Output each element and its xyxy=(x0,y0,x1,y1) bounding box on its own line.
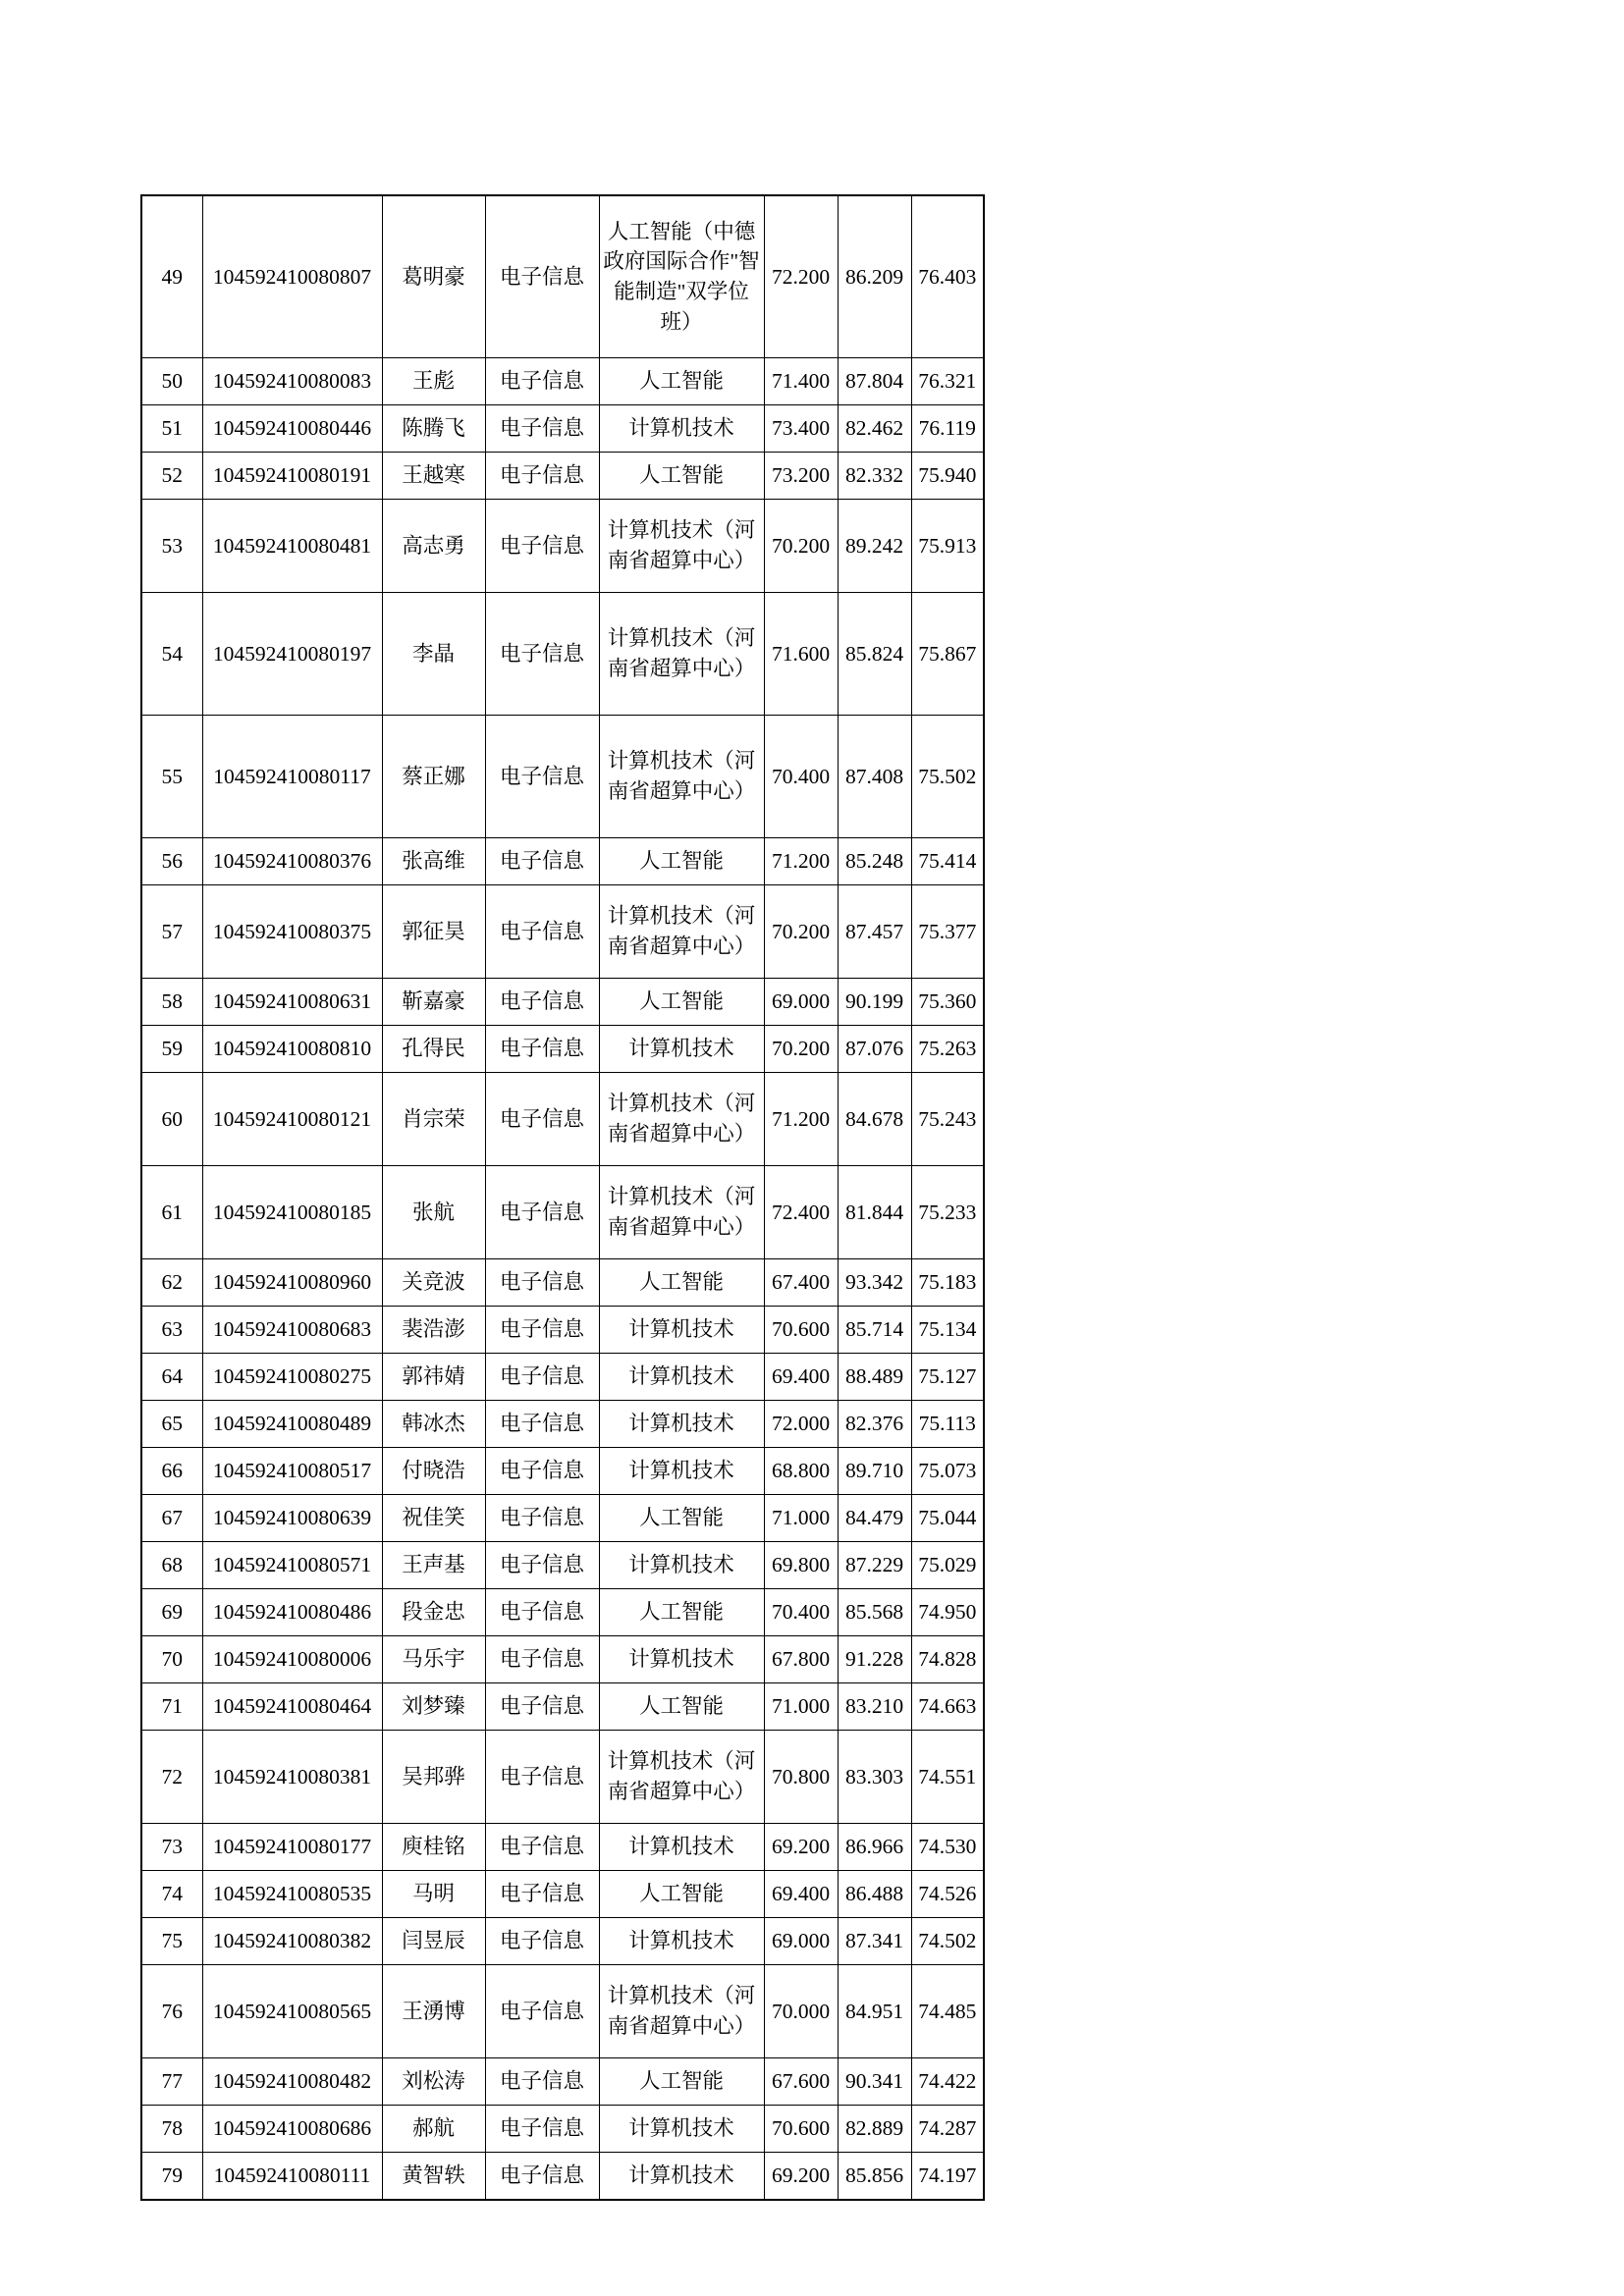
table-row xyxy=(141,1259,984,1307)
cell-candidate-name: 马明 xyxy=(382,1871,485,1918)
table-row xyxy=(141,716,984,838)
cell-candidate-id: 104592410080481 xyxy=(202,500,382,593)
cell-rank: 71 xyxy=(141,1683,202,1731)
cell-score-retest: 82.889 xyxy=(838,2106,911,2153)
cell-candidate-name: 关竞波 xyxy=(382,1259,485,1307)
cell-candidate-id: 104592410080185 xyxy=(202,1166,382,1259)
cell-rank: 52 xyxy=(141,453,202,500)
cell-admitted-program: 人工智能 xyxy=(599,2058,764,2106)
cell-candidate-name: 郝航 xyxy=(382,2106,485,2153)
cell-score-retest: 82.376 xyxy=(838,1401,911,1448)
cell-score-initial: 70.800 xyxy=(764,1731,838,1824)
cell-score-initial: 69.400 xyxy=(764,1354,838,1401)
cell-admitted-program: 计算机技术（河南省超算中心） xyxy=(599,716,764,838)
results-table-container xyxy=(140,194,977,2201)
table-row xyxy=(141,1448,984,1495)
cell-candidate-name: 王越寒 xyxy=(382,453,485,500)
table-row xyxy=(141,1542,984,1589)
cell-score-initial: 70.600 xyxy=(764,2106,838,2153)
cell-candidate-name: 郭征昊 xyxy=(382,885,485,979)
cell-admitted-program: 人工智能 xyxy=(599,453,764,500)
table-row xyxy=(141,1354,984,1401)
cell-candidate-id: 104592410080177 xyxy=(202,1824,382,1871)
cell-admitted-program: 计算机技术（河南省超算中心） xyxy=(599,500,764,593)
cell-score-initial: 70.400 xyxy=(764,716,838,838)
cell-rank: 64 xyxy=(141,1354,202,1401)
cell-rank: 58 xyxy=(141,979,202,1026)
cell-candidate-name: 付晓浩 xyxy=(382,1448,485,1495)
cell-admitted-program: 计算机技术（河南省超算中心） xyxy=(599,1073,764,1166)
cell-score-retest: 83.210 xyxy=(838,1683,911,1731)
cell-score-initial: 71.600 xyxy=(764,593,838,716)
table-row xyxy=(141,358,984,405)
table-row xyxy=(141,195,984,358)
cell-rank: 62 xyxy=(141,1259,202,1307)
cell-admitted-program: 计算机技术 xyxy=(599,1918,764,1965)
cell-candidate-id: 104592410080376 xyxy=(202,838,382,885)
cell-candidate-id: 104592410080535 xyxy=(202,1871,382,1918)
table-row xyxy=(141,2106,984,2153)
admission-results-table xyxy=(140,194,985,2201)
cell-score-total: 76.321 xyxy=(911,358,984,405)
table-row xyxy=(141,1307,984,1354)
cell-score-total: 75.414 xyxy=(911,838,984,885)
cell-applied-field: 电子信息 xyxy=(485,2153,599,2201)
cell-applied-field: 电子信息 xyxy=(485,593,599,716)
cell-applied-field: 电子信息 xyxy=(485,1824,599,1871)
cell-score-retest: 86.209 xyxy=(838,195,911,358)
cell-score-total: 74.422 xyxy=(911,2058,984,2106)
cell-rank: 50 xyxy=(141,358,202,405)
cell-score-total: 75.183 xyxy=(911,1259,984,1307)
cell-admitted-program: 计算机技术 xyxy=(599,1824,764,1871)
cell-score-total: 76.119 xyxy=(911,405,984,453)
cell-score-initial: 69.000 xyxy=(764,979,838,1026)
cell-rank: 57 xyxy=(141,885,202,979)
cell-candidate-name: 王彪 xyxy=(382,358,485,405)
cell-rank: 49 xyxy=(141,195,202,358)
cell-admitted-program: 计算机技术（河南省超算中心） xyxy=(599,1731,764,1824)
cell-admitted-program: 计算机技术 xyxy=(599,1401,764,1448)
cell-score-total: 76.403 xyxy=(911,195,984,358)
cell-score-initial: 72.400 xyxy=(764,1166,838,1259)
cell-score-initial: 70.400 xyxy=(764,1589,838,1636)
cell-applied-field: 电子信息 xyxy=(485,838,599,885)
cell-rank: 56 xyxy=(141,838,202,885)
cell-score-initial: 71.000 xyxy=(764,1495,838,1542)
cell-candidate-name: 孔得民 xyxy=(382,1026,485,1073)
cell-applied-field: 电子信息 xyxy=(485,358,599,405)
cell-candidate-id: 104592410080960 xyxy=(202,1259,382,1307)
cell-score-retest: 87.341 xyxy=(838,1918,911,1965)
cell-admitted-program: 人工智能 xyxy=(599,979,764,1026)
cell-score-initial: 72.000 xyxy=(764,1401,838,1448)
cell-applied-field: 电子信息 xyxy=(485,1589,599,1636)
cell-score-retest: 85.568 xyxy=(838,1589,911,1636)
cell-score-total: 75.377 xyxy=(911,885,984,979)
table-row xyxy=(141,1166,984,1259)
cell-rank: 76 xyxy=(141,1965,202,2058)
cell-score-initial: 70.200 xyxy=(764,885,838,979)
cell-candidate-id: 104592410080482 xyxy=(202,2058,382,2106)
cell-score-total: 74.502 xyxy=(911,1918,984,1965)
cell-applied-field: 电子信息 xyxy=(485,1965,599,2058)
cell-admitted-program: 计算机技术（河南省超算中心） xyxy=(599,1166,764,1259)
cell-rank: 60 xyxy=(141,1073,202,1166)
cell-score-total: 75.029 xyxy=(911,1542,984,1589)
cell-score-retest: 85.714 xyxy=(838,1307,911,1354)
cell-candidate-id: 104592410080446 xyxy=(202,405,382,453)
cell-score-retest: 86.966 xyxy=(838,1824,911,1871)
table-row xyxy=(141,1731,984,1824)
cell-admitted-program: 人工智能 xyxy=(599,1495,764,1542)
cell-applied-field: 电子信息 xyxy=(485,1166,599,1259)
cell-applied-field: 电子信息 xyxy=(485,1918,599,1965)
cell-score-retest: 88.489 xyxy=(838,1354,911,1401)
cell-candidate-name: 蔡正娜 xyxy=(382,716,485,838)
cell-rank: 77 xyxy=(141,2058,202,2106)
cell-candidate-id: 104592410080807 xyxy=(202,195,382,358)
cell-candidate-name: 郭祎婧 xyxy=(382,1354,485,1401)
cell-score-retest: 93.342 xyxy=(838,1259,911,1307)
cell-applied-field: 电子信息 xyxy=(485,453,599,500)
cell-rank: 67 xyxy=(141,1495,202,1542)
cell-score-total: 75.360 xyxy=(911,979,984,1026)
cell-score-retest: 82.462 xyxy=(838,405,911,453)
cell-score-retest: 91.228 xyxy=(838,1636,911,1683)
cell-admitted-program: 计算机技术 xyxy=(599,1448,764,1495)
cell-candidate-id: 104592410080683 xyxy=(202,1307,382,1354)
table-row xyxy=(141,1918,984,1965)
cell-rank: 54 xyxy=(141,593,202,716)
cell-rank: 74 xyxy=(141,1871,202,1918)
cell-score-total: 74.526 xyxy=(911,1871,984,1918)
cell-admitted-program: 计算机技术（河南省超算中心） xyxy=(599,885,764,979)
cell-candidate-name: 裴浩澎 xyxy=(382,1307,485,1354)
cell-score-total: 75.867 xyxy=(911,593,984,716)
cell-candidate-name: 刘松涛 xyxy=(382,2058,485,2106)
cell-score-initial: 69.000 xyxy=(764,1918,838,1965)
cell-candidate-name: 葛明豪 xyxy=(382,195,485,358)
cell-applied-field: 电子信息 xyxy=(485,1636,599,1683)
cell-candidate-name: 靳嘉豪 xyxy=(382,979,485,1026)
cell-candidate-name: 陈腾飞 xyxy=(382,405,485,453)
cell-rank: 69 xyxy=(141,1589,202,1636)
cell-applied-field: 电子信息 xyxy=(485,1026,599,1073)
cell-rank: 79 xyxy=(141,2153,202,2201)
cell-candidate-name: 张高维 xyxy=(382,838,485,885)
cell-candidate-id: 104592410080375 xyxy=(202,885,382,979)
cell-admitted-program: 计算机技术 xyxy=(599,1636,764,1683)
cell-applied-field: 电子信息 xyxy=(485,1401,599,1448)
cell-rank: 66 xyxy=(141,1448,202,1495)
cell-score-initial: 70.200 xyxy=(764,500,838,593)
cell-candidate-name: 李晶 xyxy=(382,593,485,716)
cell-score-total: 74.663 xyxy=(911,1683,984,1731)
table-row xyxy=(141,1495,984,1542)
cell-applied-field: 电子信息 xyxy=(485,1259,599,1307)
cell-applied-field: 电子信息 xyxy=(485,979,599,1026)
table-row xyxy=(141,1683,984,1731)
cell-score-retest: 84.479 xyxy=(838,1495,911,1542)
cell-score-retest: 87.076 xyxy=(838,1026,911,1073)
cell-score-retest: 89.242 xyxy=(838,500,911,593)
cell-candidate-id: 104592410080565 xyxy=(202,1965,382,2058)
cell-candidate-name: 闫昱辰 xyxy=(382,1918,485,1965)
cell-candidate-name: 黄智轶 xyxy=(382,2153,485,2201)
cell-candidate-id: 104592410080117 xyxy=(202,716,382,838)
cell-candidate-id: 104592410080686 xyxy=(202,2106,382,2153)
cell-candidate-id: 104592410080083 xyxy=(202,358,382,405)
cell-score-total: 74.197 xyxy=(911,2153,984,2201)
table-row xyxy=(141,1965,984,2058)
table-row xyxy=(141,1073,984,1166)
cell-candidate-name: 高志勇 xyxy=(382,500,485,593)
cell-applied-field: 电子信息 xyxy=(485,1542,599,1589)
cell-score-total: 74.551 xyxy=(911,1731,984,1824)
cell-candidate-id: 104592410080006 xyxy=(202,1636,382,1683)
table-row xyxy=(141,593,984,716)
cell-admitted-program: 计算机技术（河南省超算中心） xyxy=(599,1965,764,2058)
cell-candidate-id: 104592410080571 xyxy=(202,1542,382,1589)
cell-applied-field: 电子信息 xyxy=(485,716,599,838)
table-row xyxy=(141,1026,984,1073)
cell-admitted-program: 计算机技术 xyxy=(599,1026,764,1073)
cell-applied-field: 电子信息 xyxy=(485,1448,599,1495)
cell-rank: 65 xyxy=(141,1401,202,1448)
cell-admitted-program: 人工智能 xyxy=(599,838,764,885)
cell-candidate-id: 104592410080810 xyxy=(202,1026,382,1073)
cell-applied-field: 电子信息 xyxy=(485,1307,599,1354)
table-row xyxy=(141,2058,984,2106)
cell-admitted-program: 计算机技术 xyxy=(599,2106,764,2153)
cell-score-total: 74.485 xyxy=(911,1965,984,2058)
cell-score-initial: 73.400 xyxy=(764,405,838,453)
cell-applied-field: 电子信息 xyxy=(485,885,599,979)
cell-candidate-name: 刘梦臻 xyxy=(382,1683,485,1731)
cell-candidate-id: 104592410080382 xyxy=(202,1918,382,1965)
cell-score-initial: 71.200 xyxy=(764,838,838,885)
cell-score-initial: 68.800 xyxy=(764,1448,838,1495)
cell-candidate-id: 104592410080639 xyxy=(202,1495,382,1542)
cell-score-total: 75.243 xyxy=(911,1073,984,1166)
cell-score-initial: 70.200 xyxy=(764,1026,838,1073)
cell-score-initial: 70.000 xyxy=(764,1965,838,2058)
cell-applied-field: 电子信息 xyxy=(485,1731,599,1824)
cell-score-retest: 90.341 xyxy=(838,2058,911,2106)
cell-score-retest: 85.856 xyxy=(838,2153,911,2201)
cell-applied-field: 电子信息 xyxy=(485,2058,599,2106)
cell-score-total: 75.134 xyxy=(911,1307,984,1354)
cell-candidate-id: 104592410080631 xyxy=(202,979,382,1026)
cell-applied-field: 电子信息 xyxy=(485,1354,599,1401)
cell-rank: 68 xyxy=(141,1542,202,1589)
cell-score-initial: 69.200 xyxy=(764,1824,838,1871)
cell-candidate-id: 104592410080197 xyxy=(202,593,382,716)
cell-applied-field: 电子信息 xyxy=(485,500,599,593)
cell-score-total: 75.913 xyxy=(911,500,984,593)
cell-score-initial: 71.200 xyxy=(764,1073,838,1166)
cell-score-retest: 85.824 xyxy=(838,593,911,716)
table-body xyxy=(141,195,984,2200)
cell-candidate-id: 104592410080191 xyxy=(202,453,382,500)
cell-score-retest: 87.457 xyxy=(838,885,911,979)
cell-candidate-id: 104592410080464 xyxy=(202,1683,382,1731)
cell-candidate-id: 104592410080486 xyxy=(202,1589,382,1636)
cell-score-initial: 72.200 xyxy=(764,195,838,358)
cell-rank: 59 xyxy=(141,1026,202,1073)
cell-applied-field: 电子信息 xyxy=(485,2106,599,2153)
cell-admitted-program: 计算机技术 xyxy=(599,2153,764,2201)
cell-score-retest: 81.844 xyxy=(838,1166,911,1259)
cell-candidate-name: 吴邦骅 xyxy=(382,1731,485,1824)
cell-candidate-id: 104592410080111 xyxy=(202,2153,382,2201)
table-row xyxy=(141,1636,984,1683)
cell-candidate-name: 王湧博 xyxy=(382,1965,485,2058)
cell-candidate-name: 韩冰杰 xyxy=(382,1401,485,1448)
cell-rank: 78 xyxy=(141,2106,202,2153)
cell-score-total: 75.940 xyxy=(911,453,984,500)
cell-admitted-program: 人工智能 xyxy=(599,1871,764,1918)
cell-candidate-name: 段金忠 xyxy=(382,1589,485,1636)
cell-score-total: 75.502 xyxy=(911,716,984,838)
cell-score-total: 75.233 xyxy=(911,1166,984,1259)
cell-applied-field: 电子信息 xyxy=(485,1073,599,1166)
cell-candidate-name: 马乐宇 xyxy=(382,1636,485,1683)
table-row xyxy=(141,1401,984,1448)
cell-admitted-program: 计算机技术 xyxy=(599,1354,764,1401)
cell-score-initial: 69.200 xyxy=(764,2153,838,2201)
cell-score-initial: 69.800 xyxy=(764,1542,838,1589)
cell-candidate-id: 104592410080275 xyxy=(202,1354,382,1401)
cell-score-retest: 84.951 xyxy=(838,1965,911,2058)
cell-score-retest: 82.332 xyxy=(838,453,911,500)
cell-rank: 61 xyxy=(141,1166,202,1259)
cell-score-retest: 85.248 xyxy=(838,838,911,885)
cell-rank: 51 xyxy=(141,405,202,453)
cell-score-total: 75.073 xyxy=(911,1448,984,1495)
table-row xyxy=(141,885,984,979)
cell-candidate-id: 104592410080489 xyxy=(202,1401,382,1448)
cell-score-total: 75.127 xyxy=(911,1354,984,1401)
cell-applied-field: 电子信息 xyxy=(485,1683,599,1731)
cell-score-retest: 87.804 xyxy=(838,358,911,405)
cell-candidate-name: 肖宗荣 xyxy=(382,1073,485,1166)
cell-applied-field: 电子信息 xyxy=(485,1871,599,1918)
cell-rank: 75 xyxy=(141,1918,202,1965)
cell-applied-field: 电子信息 xyxy=(485,405,599,453)
cell-candidate-name: 祝佳笑 xyxy=(382,1495,485,1542)
table-row xyxy=(141,1871,984,1918)
cell-rank: 73 xyxy=(141,1824,202,1871)
cell-score-total: 74.828 xyxy=(911,1636,984,1683)
cell-admitted-program: 人工智能 xyxy=(599,1259,764,1307)
cell-candidate-id: 104592410080381 xyxy=(202,1731,382,1824)
cell-rank: 53 xyxy=(141,500,202,593)
cell-score-initial: 71.400 xyxy=(764,358,838,405)
cell-score-initial: 71.000 xyxy=(764,1683,838,1731)
table-row xyxy=(141,2153,984,2201)
cell-candidate-name: 张航 xyxy=(382,1166,485,1259)
cell-score-total: 75.113 xyxy=(911,1401,984,1448)
cell-admitted-program: 计算机技术（河南省超算中心） xyxy=(599,593,764,716)
table-row xyxy=(141,453,984,500)
cell-candidate-id: 104592410080121 xyxy=(202,1073,382,1166)
table-row xyxy=(141,838,984,885)
cell-score-total: 74.287 xyxy=(911,2106,984,2153)
cell-admitted-program: 人工智能（中德政府国际合作"智能制造"双学位班） xyxy=(599,195,764,358)
cell-applied-field: 电子信息 xyxy=(485,195,599,358)
cell-applied-field: 电子信息 xyxy=(485,1495,599,1542)
cell-candidate-name: 庾桂铭 xyxy=(382,1824,485,1871)
table-row xyxy=(141,1589,984,1636)
cell-rank: 70 xyxy=(141,1636,202,1683)
table-row xyxy=(141,979,984,1026)
cell-score-initial: 67.400 xyxy=(764,1259,838,1307)
cell-score-retest: 87.408 xyxy=(838,716,911,838)
table-row xyxy=(141,405,984,453)
cell-admitted-program: 人工智能 xyxy=(599,1683,764,1731)
cell-admitted-program: 人工智能 xyxy=(599,1589,764,1636)
table-row xyxy=(141,500,984,593)
cell-score-retest: 89.710 xyxy=(838,1448,911,1495)
cell-score-total: 74.530 xyxy=(911,1824,984,1871)
cell-score-initial: 73.200 xyxy=(764,453,838,500)
cell-score-initial: 69.400 xyxy=(764,1871,838,1918)
cell-candidate-id: 104592410080517 xyxy=(202,1448,382,1495)
table-row xyxy=(141,1824,984,1871)
cell-score-initial: 67.600 xyxy=(764,2058,838,2106)
cell-score-retest: 84.678 xyxy=(838,1073,911,1166)
cell-rank: 72 xyxy=(141,1731,202,1824)
cell-score-retest: 90.199 xyxy=(838,979,911,1026)
cell-score-retest: 86.488 xyxy=(838,1871,911,1918)
cell-admitted-program: 计算机技术 xyxy=(599,1307,764,1354)
cell-score-total: 75.044 xyxy=(911,1495,984,1542)
cell-score-initial: 67.800 xyxy=(764,1636,838,1683)
cell-candidate-name: 王声基 xyxy=(382,1542,485,1589)
cell-admitted-program: 计算机技术 xyxy=(599,405,764,453)
cell-score-retest: 83.303 xyxy=(838,1731,911,1824)
cell-admitted-program: 人工智能 xyxy=(599,358,764,405)
cell-admitted-program: 计算机技术 xyxy=(599,1542,764,1589)
cell-score-initial: 70.600 xyxy=(764,1307,838,1354)
cell-score-total: 74.950 xyxy=(911,1589,984,1636)
cell-score-retest: 87.229 xyxy=(838,1542,911,1589)
cell-rank: 63 xyxy=(141,1307,202,1354)
cell-score-total: 75.263 xyxy=(911,1026,984,1073)
cell-rank: 55 xyxy=(141,716,202,838)
